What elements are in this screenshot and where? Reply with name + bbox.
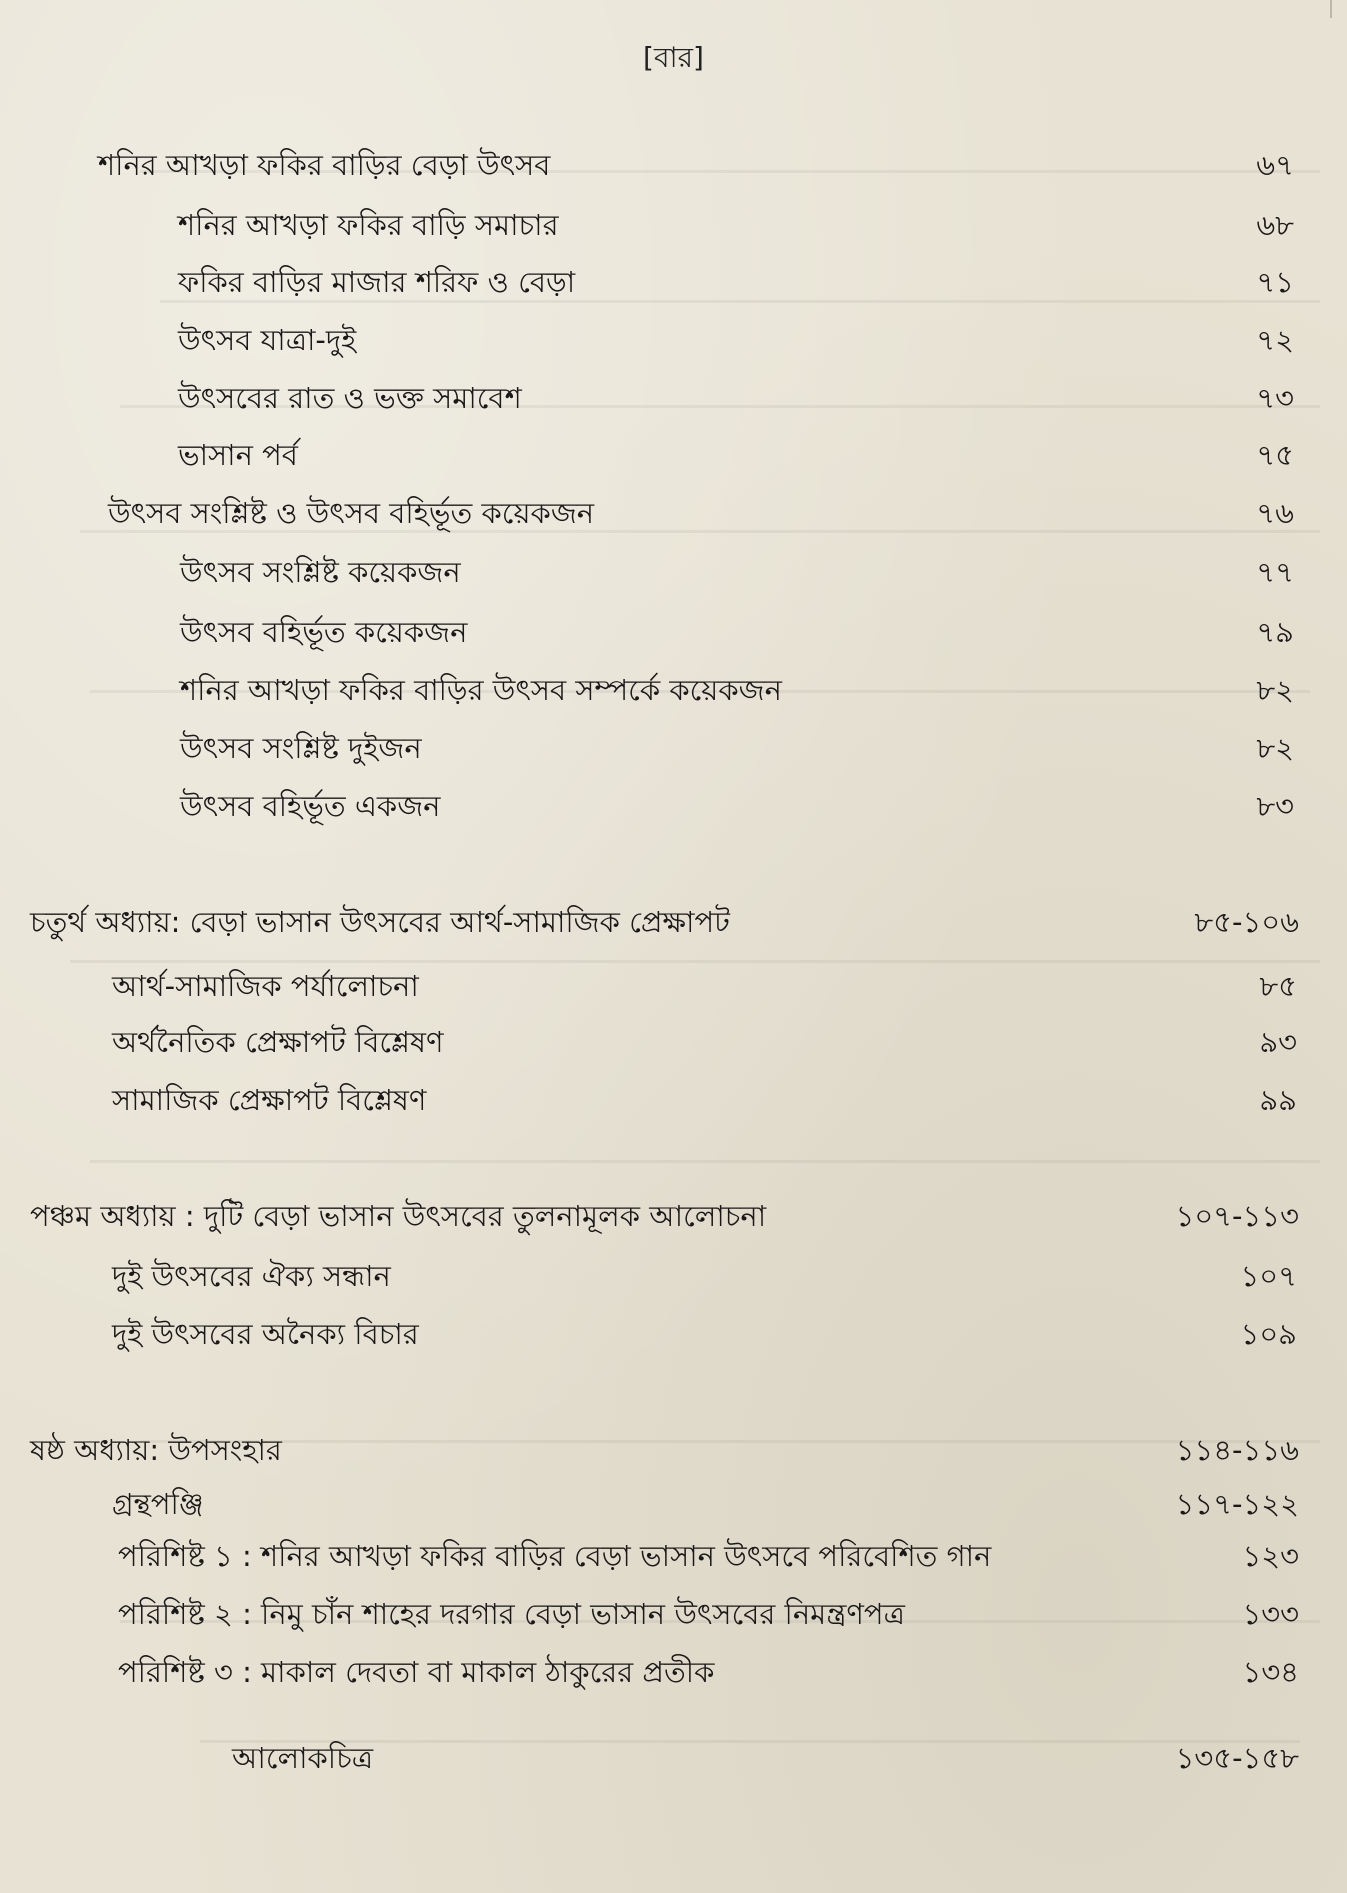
toc-entry-pages: ১৩৪ (1242, 1655, 1299, 1689)
chapter-heading: চতুর্থ অধ্যায়: বেড়া ভাসান উৎসবের আর্থ-সামাজিক প্রেক্ষাপট (30, 905, 730, 939)
toc-entry-title: উৎসব সংশ্লিষ্ট কয়েকজন (180, 555, 461, 589)
toc-entry-pages: ১৩৩ (1242, 1597, 1299, 1631)
toc-entry-pages: ১১৭-১২২ (1175, 1487, 1299, 1521)
toc-entry-title: ফকির বাড়ির মাজার শরিফ ও বেড়া (178, 265, 576, 299)
toc-entry-title: উৎসব বহির্ভূত একজন (180, 789, 441, 823)
chapter-heading: পঞ্চম অধ্যায় : দুটি বেড়া ভাসান উৎসবের তুলনামূলক আলোচনা (30, 1199, 767, 1233)
toc-entry-pages: ৭৩ (1256, 381, 1294, 415)
toc-entry-title: উৎসব সংশ্লিষ্ট ও উৎসব বহির্ভূত কয়েকজন (108, 496, 595, 530)
appendix-entry: পরিশিষ্ট ২ : নিমু চাঁন শাহের দরগার বেড়া ভাসান উৎসবের নিমন্ত্রণপত্র (118, 1597, 905, 1631)
chapter-pages: ৮৫-১০৬ (1194, 905, 1299, 939)
bibliography-entry: গ্রন্থপঞ্জি (112, 1487, 204, 1521)
toc-entry-pages: ৭২ (1256, 323, 1294, 357)
toc-entry-title: শনির আখড়া ফকির বাড়ির উৎসব সম্পর্কে কয়েকজন (180, 673, 782, 707)
appendix-entry: পরিশিষ্ট ৩ : মাকাল দেবতা বা মাকাল ঠাকুরের প্রতীক (118, 1655, 715, 1689)
appendix-entry: পরিশিষ্ট ১ : শনির আখড়া ফকির বাড়ির বেড়া ভাসান উৎসবে পরিবেশিত গান (118, 1539, 992, 1573)
toc-entry-pages: ৭৫ (1256, 438, 1294, 472)
toc-entry-title: সামাজিক প্রেক্ষাপট বিশ্লেষণ (112, 1083, 427, 1117)
toc-entry-pages: ৯৯ (1259, 1083, 1297, 1117)
toc-entry-pages: ৬৮ (1256, 208, 1294, 242)
toc-entry-pages: ১০৭ (1240, 1259, 1297, 1293)
toc-entry-pages: ৬৭ (1256, 148, 1294, 182)
chapter-pages: ১০৭-১১৩ (1175, 1199, 1299, 1233)
toc-entry-title: উৎসব যাত্রা-দুই (178, 323, 357, 357)
photographs-entry: আলোকচিত্র (232, 1741, 374, 1775)
toc-entry-pages: ৯৩ (1259, 1025, 1297, 1059)
toc-entry-pages: ১০৯ (1240, 1317, 1297, 1351)
toc-entry-pages: ৮২ (1256, 731, 1294, 765)
toc-entry-title: শনির আখড়া ফকির বাড়ির বেড়া উৎসব (98, 148, 551, 182)
toc-entry-pages: ৭৬ (1256, 496, 1294, 530)
toc-entry-pages: ৭৯ (1256, 615, 1294, 649)
toc-entry-pages: ৭১ (1256, 265, 1294, 299)
toc-entry-title: অর্থনৈতিক প্রেক্ষাপট বিশ্লেষণ (112, 1025, 444, 1059)
chapter-heading: ষষ্ঠ অধ্যায়: উপসংহার (30, 1433, 282, 1467)
toc-entry-title: উৎসবের রাত ও ভক্ত সমাবেশ (178, 381, 522, 415)
toc-entry-pages: ১২৩ (1242, 1539, 1299, 1573)
toc-entry-pages: ৮২ (1256, 673, 1294, 707)
toc-entry-title: ভাসান পর্ব (178, 438, 298, 472)
toc-entry-pages: ৭৭ (1256, 555, 1294, 589)
toc-entry-title: উৎসব সংশ্লিষ্ট দুইজন (180, 731, 422, 765)
page-number: [বার] (643, 41, 704, 74)
toc-entry-title: শনির আখড়া ফকির বাড়ি সমাচার (178, 208, 559, 242)
toc-entry-title: আর্থ-সামাজিক পর্যালোচনা (112, 969, 419, 1003)
margin-mark (1330, 0, 1332, 18)
toc-entry-pages: ১৩৫-১৫৮ (1175, 1741, 1299, 1775)
toc-entry-pages: ৮৫ (1259, 969, 1297, 1003)
toc-entry-title: উৎসব বহির্ভূত কয়েকজন (180, 615, 468, 649)
toc-entry-title: দুই উৎসবের ঐক্য সন্ধান (112, 1259, 391, 1293)
chapter-pages: ১১৪-১১৬ (1175, 1433, 1299, 1467)
toc-entry-title: দুই উৎসবের অনৈক্য বিচার (112, 1317, 419, 1351)
toc-entry-pages: ৮৩ (1256, 789, 1294, 823)
